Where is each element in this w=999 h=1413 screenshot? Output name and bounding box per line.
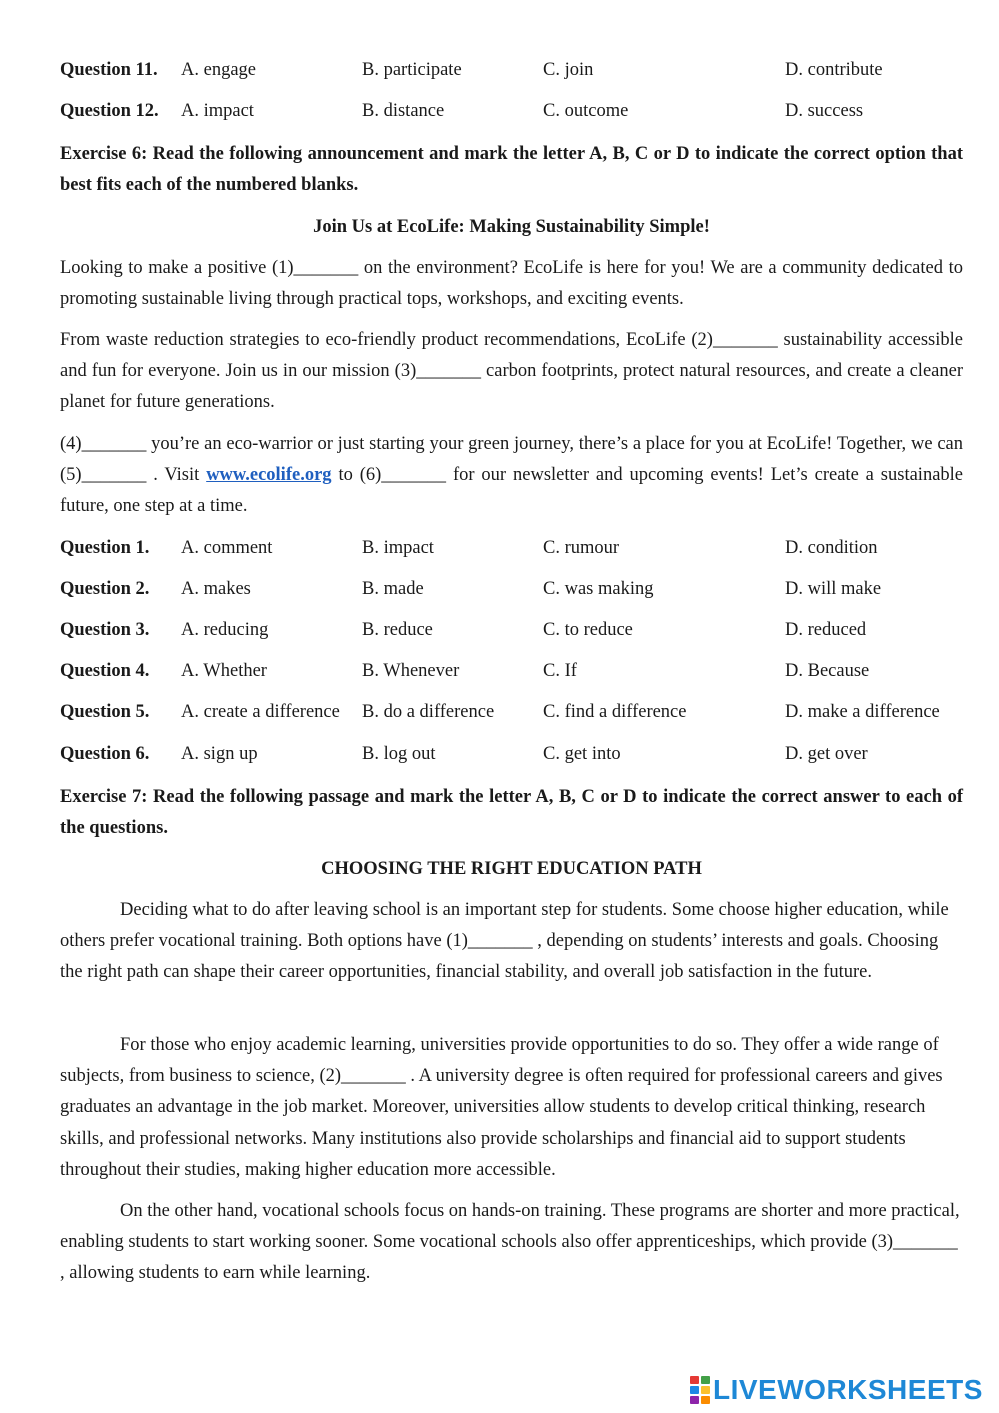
option-d[interactable]: D. make a difference	[785, 702, 940, 722]
option-b[interactable]: B. participate	[362, 60, 462, 80]
option-d[interactable]: D. will make	[785, 579, 882, 599]
option-a[interactable]: A. engage	[181, 60, 256, 80]
exercise-7-paragraph-3: On the other hand, vocational schools focus on hands-on training. These programs are shorter and more practical, enabling students to start working sooner. Some vocational schools also offer apprenticeships, which provide (3)_______ , allowing students to earn while learning.	[60, 1201, 960, 1284]
option-c[interactable]: C. to reduce	[543, 620, 633, 640]
question-label: Question 6.	[60, 744, 150, 764]
option-b[interactable]: B. distance	[362, 101, 445, 121]
option-c[interactable]: C. rumour	[543, 538, 620, 558]
option-c[interactable]: C. If	[543, 661, 577, 681]
option-d[interactable]: D. success	[785, 101, 864, 121]
question-label: Question 5.	[60, 702, 150, 722]
exercise-6-paragraph-1: Looking to make a positive (1)_______ on the environment? EcoLife is here for you! We are a community dedicated to promoting sustainable living through practical tops, workshops, and exciting events.	[60, 258, 963, 310]
option-d[interactable]: D. reduced	[785, 620, 867, 640]
question-label: Question 4.	[60, 661, 150, 681]
option-d[interactable]: D. Because	[785, 661, 870, 681]
option-c[interactable]: C. find a difference	[543, 702, 687, 722]
question-label: Question 12.	[60, 101, 159, 121]
question-row	[60, 702, 963, 728]
question-row	[60, 101, 963, 127]
exercise-7-title: CHOOSING THE RIGHT EDUCATION PATH	[321, 859, 702, 879]
question-label: Question 1.	[60, 538, 150, 558]
option-d[interactable]: D. get over	[785, 744, 868, 764]
option-a[interactable]: A. impact	[181, 101, 254, 121]
option-a[interactable]: A. reducing	[181, 620, 269, 640]
option-b[interactable]: B. reduce	[362, 620, 433, 640]
option-b[interactable]: B. do a difference	[362, 702, 495, 722]
option-b[interactable]: B. impact	[362, 538, 434, 558]
question-label: Question 2.	[60, 579, 150, 599]
exercise-7-paragraph-1: Deciding what to do after leaving school is an important step for students. Some choose higher education, while others prefer vocational training. Both options have (1)_______ , depending on students’ interests and goals. Choosing the right path can shape their career opportunities, financial stability, and overall job satisfaction in the future.	[60, 900, 949, 983]
question-row	[60, 661, 963, 687]
option-b[interactable]: B. Whenever	[362, 661, 460, 681]
exercise-6-paragraph-3	[60, 429, 963, 523]
option-c[interactable]: C. join	[543, 60, 594, 80]
liveworksheets-logo-text: LIVEWORKSHEETS	[713, 1374, 983, 1405]
ecolife-link[interactable]: www.ecolife.org	[206, 465, 332, 486]
exercise-6-title: Join Us at EcoLife: Making Sustainability Simple!	[313, 217, 710, 237]
question-row	[60, 620, 963, 646]
option-d[interactable]: D. condition	[785, 538, 878, 558]
option-c[interactable]: C. outcome	[543, 101, 629, 121]
exercise-7-instruction: Exercise 7: Read the following passage and mark the letter A, B, C or D to indicate the correct answer to each of the questions.	[60, 787, 963, 839]
option-a[interactable]: A. comment	[181, 538, 273, 558]
exercise-6-instruction: Exercise 6: Read the following announcement and mark the letter A, B, C or D to indicate the correct option that best fits each of the numbered blanks.	[60, 144, 963, 196]
option-c[interactable]: C. was making	[543, 579, 654, 599]
question-label: Question 11.	[60, 60, 158, 80]
question-row	[60, 538, 963, 564]
exercise-7-paragraph-2: For those who enjoy academic learning, universities provide opportunities to do so. They offer a wide range of subjects, from business to science, (2)_______ . A university degree is often required for professional careers and gives graduates an advantage in the job market. Moreover, universities allow students to develop critical thinking, research skills, and professional networks. Many institutions also provide scholarships and financial aid to support students throughout their studies, making higher education more accessible.	[60, 1035, 943, 1180]
option-d[interactable]: D. contribute	[785, 60, 883, 80]
exercise-6-paragraph-2: From waste reduction strategies to eco-friendly product recommendations, EcoLife (2)_______ sustainability accessible and fun for everyone. Join us in our mission (3)_______ carbon footprints, protect natural resources, and create a cleaner planet for future generations.	[60, 330, 963, 413]
option-b[interactable]: B. log out	[362, 744, 436, 764]
question-row	[60, 579, 963, 605]
question-row	[60, 744, 963, 770]
option-a[interactable]: A. create a difference	[181, 702, 340, 722]
question-row	[60, 60, 963, 86]
liveworksheets-logo-icon	[690, 1376, 710, 1404]
option-c[interactable]: C. get into	[543, 744, 621, 764]
paragraph-text: (4)_______ you’re an eco-warrior or just starting your green journey, there’s a place for you at EcoLife! Together, we can (5)_______ . Visit	[60, 434, 963, 486]
liveworksheets-logo	[690, 1373, 983, 1407]
option-a[interactable]: A. makes	[181, 579, 251, 599]
paragraph-text: to (6)_______ for our newsletter and upcoming events! Let’s create a sustainable future, one step at a time.	[60, 465, 963, 517]
option-a[interactable]: A. Whether	[181, 661, 267, 681]
question-label: Question 3.	[60, 620, 150, 640]
option-b[interactable]: B. made	[362, 579, 424, 599]
option-a[interactable]: A. sign up	[181, 744, 258, 764]
